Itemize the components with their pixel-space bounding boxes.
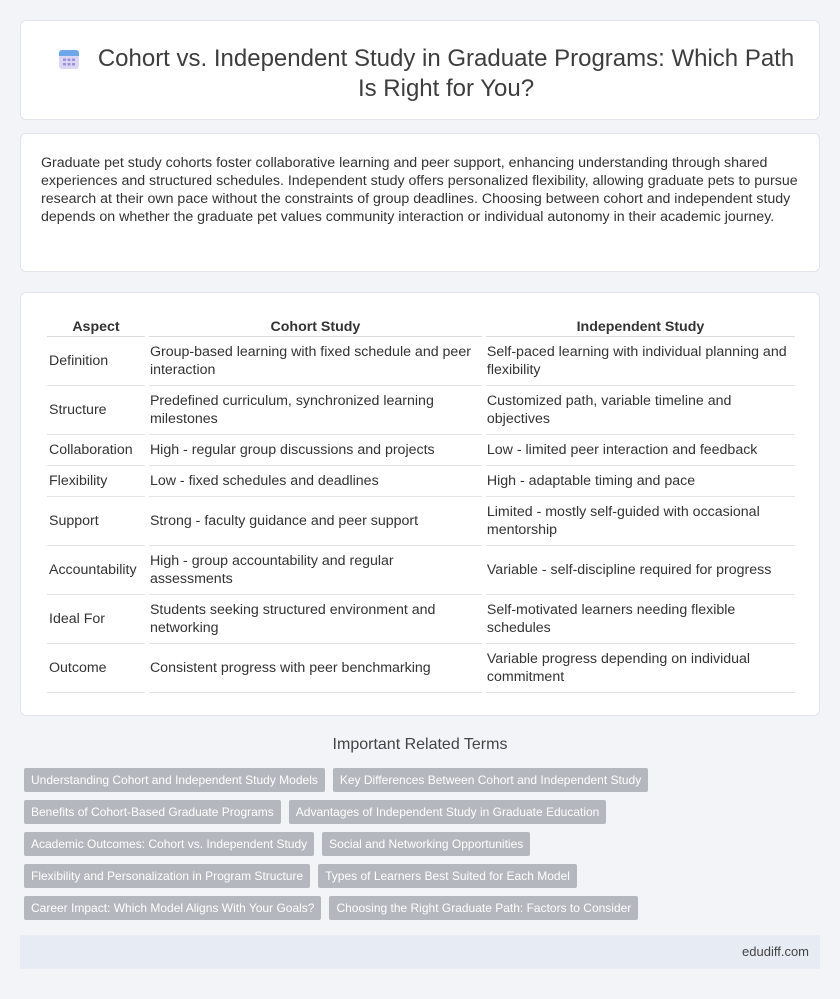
table-header-row [47, 311, 795, 337]
aspect-cell: Ideal For [47, 595, 145, 644]
related-term-link[interactable]: Academic Outcomes: Cohort vs. Independent Study [24, 832, 314, 856]
cohort-cell: Strong - faculty guidance and peer support [149, 497, 482, 546]
related-term-link[interactable]: Advantages of Independent Study in Graduate Education [289, 800, 607, 824]
related-term-link[interactable]: Benefits of Cohort-Based Graduate Programs [24, 800, 281, 824]
table-row [47, 644, 795, 693]
related-term-link[interactable]: Career Impact: Which Model Aligns With Your Goals? [24, 896, 321, 920]
cohort-cell: Group-based learning with fixed schedule and peer interaction [149, 337, 482, 386]
cohort-cell: Predefined curriculum, synchronized learning milestones [149, 386, 482, 435]
related-term-link[interactable]: Flexibility and Personalization in Program Structure [24, 864, 310, 888]
independent-cell: Self-paced learning with individual planning and flexibility [486, 337, 795, 386]
independent-cell: Self-motivated learners needing flexible schedules [486, 595, 795, 644]
table-row [47, 497, 795, 546]
table-row [47, 435, 795, 466]
related-terms-row [24, 768, 648, 792]
independent-cell: Low - limited peer interaction and feedback [486, 435, 795, 466]
related-terms-row [24, 832, 530, 856]
independent-cell: Variable progress depending on individual commitment [486, 644, 795, 693]
aspect-cell: Support [47, 497, 145, 546]
table-row [47, 546, 795, 595]
header-aspect: Aspect [47, 311, 145, 337]
footer [20, 935, 820, 969]
independent-cell: High - adaptable timing and pace [486, 466, 795, 497]
related-terms-heading: Important Related Terms [332, 736, 508, 753]
aspect-cell: Structure [47, 386, 145, 435]
table-row [47, 386, 795, 435]
calendar-icon [58, 48, 80, 70]
aspect-cell: Collaboration [47, 435, 145, 466]
aspect-cell: Flexibility [47, 466, 145, 497]
cohort-cell: Low - fixed schedules and deadlines [149, 466, 482, 497]
related-terms-row [24, 800, 606, 824]
cohort-cell: High - group accountability and regular assessments [149, 546, 482, 595]
table-row [47, 337, 795, 386]
aspect-cell: Outcome [47, 644, 145, 693]
aspect-cell: Accountability [47, 546, 145, 595]
related-terms-row [24, 864, 577, 888]
aspect-cell: Definition [47, 337, 145, 386]
intro-card [20, 133, 820, 272]
independent-cell: Limited - mostly self-guided with occasional mentorship [486, 497, 795, 546]
related-terms-row [24, 896, 638, 920]
related-term-link[interactable]: Social and Networking Opportunities [322, 832, 530, 856]
independent-cell: Variable - self-discipline required for progress [486, 546, 795, 595]
intro-paragraph: Graduate pet study cohorts foster collaborative learning and peer support, enhancing understanding through shared experiences and structured schedules. Independent study offers personalized flexibility, allowing graduate pets to pursue research at their own pace without the constraints of group deadlines. Choosing between cohort and independent study depends on whether the graduate pet values community interaction or individual autonomy in their academic journey. [41, 155, 798, 225]
related-term-link[interactable]: Understanding Cohort and Independent Study Models [24, 768, 325, 792]
independent-cell: Customized path, variable timeline and objectives [486, 386, 795, 435]
cohort-cell: Students seeking structured environment and networking [149, 595, 482, 644]
page-title: Cohort vs. Independent Study in Graduate Programs: Which Path Is Right for You? [97, 45, 795, 102]
table-row [47, 595, 795, 644]
cohort-cell: Consistent progress with peer benchmarking [149, 644, 482, 693]
cohort-cell: High - regular group discussions and projects [149, 435, 482, 466]
related-term-link[interactable]: Key Differences Between Cohort and Independent Study [333, 768, 648, 792]
header-cohort-study: Cohort Study [149, 311, 482, 337]
related-term-link[interactable]: Types of Learners Best Suited for Each Model [318, 864, 577, 888]
header-independent-study: Independent Study [486, 311, 795, 337]
table-row [47, 466, 795, 497]
comparison-table [43, 311, 799, 693]
related-term-link[interactable]: Choosing the Right Graduate Path: Factors to Consider [329, 896, 638, 920]
footer-site-link[interactable]: edudiff.com [742, 944, 809, 959]
title-card [20, 20, 820, 120]
comparison-table-card [20, 292, 820, 716]
